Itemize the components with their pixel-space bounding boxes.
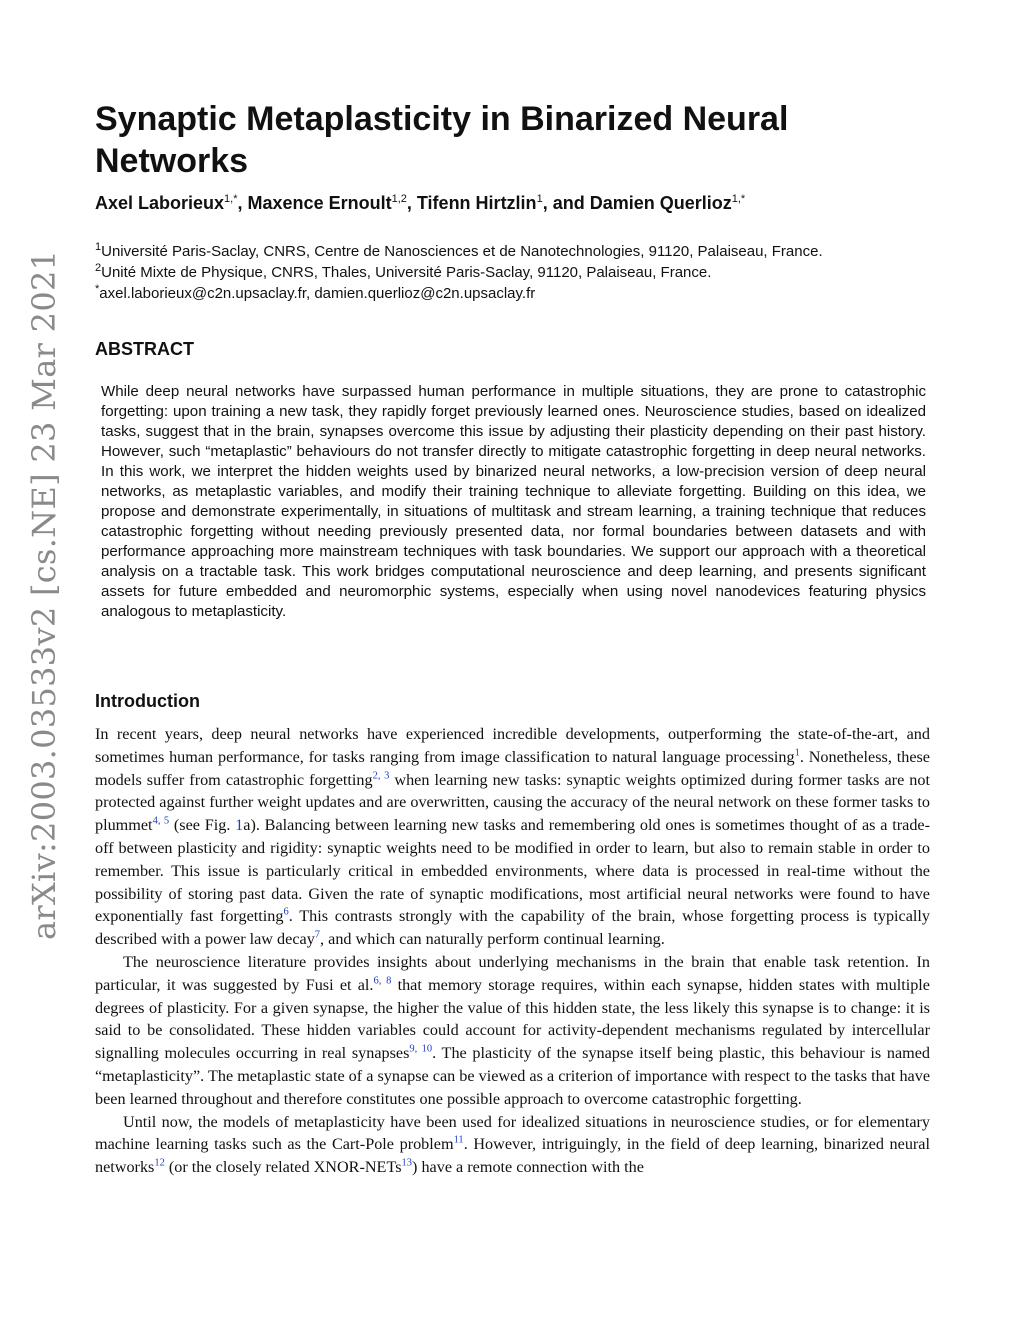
author-separator: , and xyxy=(542,193,590,213)
affiliation-text: Université Paris-Saclay, CNRS, Centre de Nanosciences et de Nanotechnologies, 91120, Palaiseau, France. xyxy=(101,243,823,260)
author-name[interactable]: Damien Querlioz xyxy=(589,193,732,213)
body-text: (see Fig. xyxy=(169,816,236,835)
introduction-body xyxy=(95,723,930,1179)
affiliation-line xyxy=(95,262,935,283)
citation-link[interactable]: 4, 5 xyxy=(152,815,170,827)
affiliation-mark: * xyxy=(95,283,100,295)
author-list xyxy=(95,190,935,216)
body-text: . The plasticity of the synapse itself being plastic, this behaviour is named “metaplasticity”. The metaplastic state of a synapse can be viewed as a criterion of importance with respect to the tasks that have been learned throughout and therefore constitutes one possible approach to overcome catastrophic forgetting. xyxy=(95,1044,931,1108)
author-affiliation-mark: 1,2 xyxy=(391,193,407,205)
author-affiliation-mark: 1,* xyxy=(731,193,746,205)
author-separator: , xyxy=(406,193,417,213)
affiliation-line xyxy=(95,241,935,262)
body-text: . This contrasts strongly with the capability of the brain, whose forgetting process is typically described with a power law decay xyxy=(95,907,930,949)
author-affiliation-mark: 1 xyxy=(536,193,543,205)
author-separator: , xyxy=(237,193,248,213)
introduction-heading: Introduction xyxy=(95,691,200,711)
paragraph xyxy=(95,951,930,1111)
paragraph xyxy=(95,723,930,951)
body-text: , and which can naturally perform continual learning. xyxy=(320,930,665,949)
body-text: . However, intriguingly, in the field of deep learning, binarized neural networks xyxy=(95,1135,930,1177)
body-text: ) have a remote connection with the xyxy=(412,1158,644,1177)
body-text: when learning new tasks: synaptic weights optimized during former tasks are not protected against further weight updates and are overwritten, causing the accuracy of the neural network on these former tasks to plummet xyxy=(95,770,930,835)
citation-link[interactable]: 11 xyxy=(453,1134,464,1146)
affiliation-text: Unité Mixte de Physique, CNRS, Thales, Université Paris-Saclay, 91120, Palaiseau, France. xyxy=(101,264,712,281)
body-text: that memory storage requires, within each synapse, hidden states with multiple degrees of plasticity. For a given synapse, the higher the value of this hidden state, the less likely this synapse is to change: it is said to be consolidated. These hidden variables could account for activity-dependent mechanisms regulated by intercellular signalling molecules occurring in real synapses xyxy=(95,975,930,1063)
body-text: a). Balancing between learning new tasks and remembering old ones is sometimes thought of as a trade-off between plasticity and rigidity: synaptic weights need to be modified in order to learn, but also to remain stable in order to remember. This issue is particularly critical in embedded environments, where data is processed in real-time without the possibility of storing past data. Given the rate of synaptic modifications, most artificial neural networks were found to have exponentially fast forgetting xyxy=(95,816,931,926)
arxiv-identifier-stamp: arXiv:2003.03533v2 [cs.NE] 23 Mar 2021 xyxy=(25,249,63,940)
citation-link[interactable]: 6, 8 xyxy=(373,975,392,987)
abstract-heading: ABSTRACT xyxy=(95,339,194,359)
body-text: Until now, the models of metaplasticity have been used for idealized situations in neuroscience studies, or for elementary machine learning tasks such as the Cart-Pole problem xyxy=(95,1112,930,1154)
citation-link[interactable]: 6 xyxy=(283,906,289,918)
author-name[interactable]: Maxence Ernoult xyxy=(247,193,392,213)
citation-link[interactable]: 13 xyxy=(401,1157,413,1169)
paper-title: Synaptic Metaplasticity in Binarized Neural Networks xyxy=(95,100,789,180)
citation-link[interactable]: 7 xyxy=(314,929,321,941)
body-text: The neuroscience literature provides insights about underlying mechanisms in the brain that enable task retention. In particular, it was suggested by Fusi et al. xyxy=(95,952,930,994)
contact-emails xyxy=(95,283,935,304)
paragraph xyxy=(95,1111,930,1179)
abstract-text: While deep neural networks have surpassed human performance in multiple situations, they are prone to catastrophic forgetting: upon training a new task, they rapidly forget previously learned ones. Neuroscience studies, based on idealized tasks, suggest that in the brain, synapses overcome this issue by adjusting their plasticity depending on their past history. However, such “metaplastic” behaviours do not transfer directly to mitigate catastrophic forgetting in deep neural networks. In this work, we interpret the hidden weights used by binarized neural networks, a low-precision version of deep neural networks, as metaplastic variables, and modify their training technique to alleviate forgetting. Building on this idea, we propose and demonstrate experimentally, in situations of multitask and stream learning, a training technique that reduces catastrophic forgetting without needing previously presented data, nor formal boundaries between datasets and with performance approaching more mainstream techniques with task boundaries. We support our approach with a theoretical analysis on a tractable task. This work bridges computational neuroscience and deep learning, and presents significant assets for future embedded and neuromorphic systems, especially when using novel nanodevices featuring physics analogous to metaplasticity. xyxy=(101,383,926,620)
affiliation-mark: 1 xyxy=(95,241,102,253)
citation-link[interactable]: 2, 3 xyxy=(372,770,390,782)
author-affiliation-mark: 1,* xyxy=(224,193,238,205)
citation-link[interactable]: 12 xyxy=(154,1157,165,1169)
author-name[interactable]: Axel Laborieux xyxy=(95,193,225,213)
body-text: . Nonetheless, these models suffer from catastrophic forgetting xyxy=(95,747,930,789)
body-text: (or the closely related XNOR-NETs xyxy=(164,1158,402,1177)
citation-link[interactable]: 9, 10 xyxy=(409,1043,433,1055)
figure-link[interactable]: 1 xyxy=(235,816,244,835)
body-text: In recent years, deep neural networks have experienced incredible developments, outperforming the state-of-the-art, and sometimes human performance, for tasks ranging from image classification to natural language processing xyxy=(95,725,930,766)
citation-link[interactable]: 1 xyxy=(794,747,800,759)
author-name[interactable]: Tifenn Hirtzlin xyxy=(416,193,537,213)
email-links[interactable]: axel.laborieux@c2n.upsaclay.fr, damien.querlioz@c2n.upsaclay.fr xyxy=(99,285,536,302)
affiliations xyxy=(95,241,935,304)
affiliation-mark: 2 xyxy=(95,262,102,274)
